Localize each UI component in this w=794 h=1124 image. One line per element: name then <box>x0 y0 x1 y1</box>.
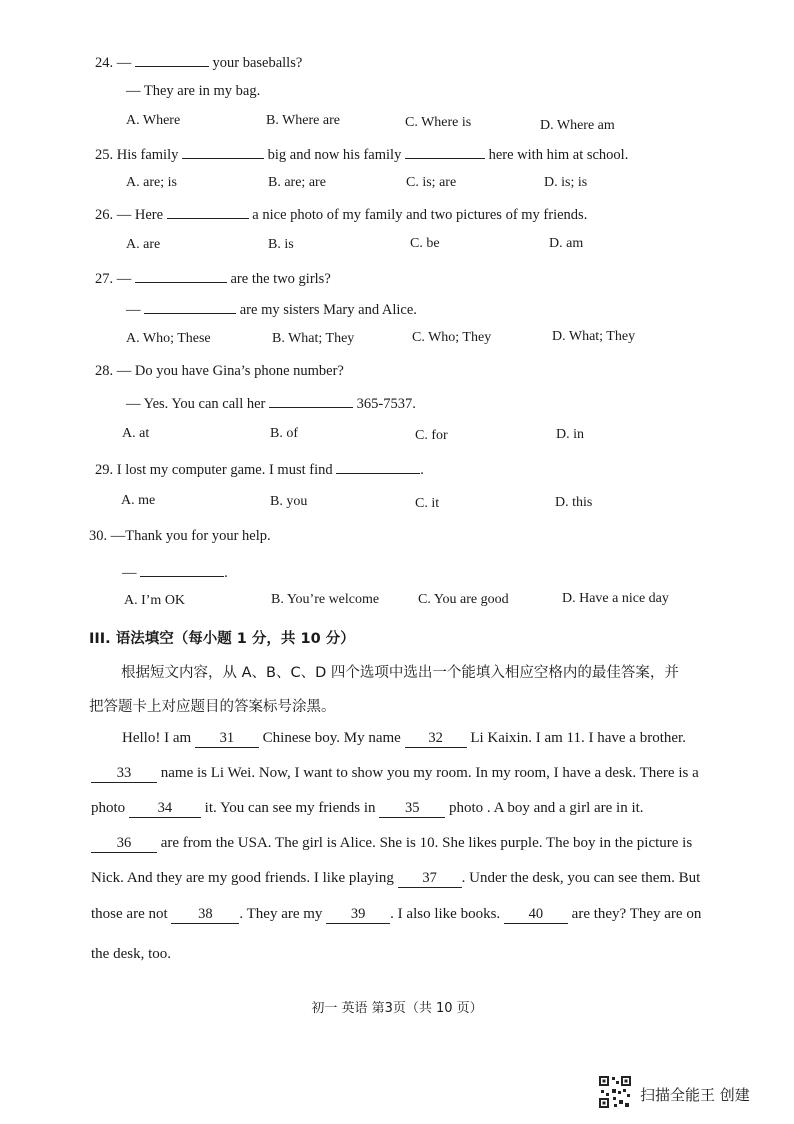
q30-option-a: A. I’m OK <box>124 593 186 608</box>
q27-option-c: C. Who; They <box>412 330 492 345</box>
q27-stem <box>95 268 331 288</box>
question-text: a nice photo of my family and two pictures of my friends. <box>252 207 588 223</box>
q29-option-b: B. you <box>270 494 308 509</box>
passage-text: are they? They are on <box>571 906 702 922</box>
q28-option-b: B. of <box>270 426 298 441</box>
question-text: — Do you have Gina’s phone number? <box>116 363 344 379</box>
passage-text: photo <box>91 800 126 816</box>
scanner-watermark: 扫描全能王 创建 <box>640 1086 750 1104</box>
section-instructions-line1: 根据短文内容，从 A、B、C、D 四个选项中选出一个能填入相应空格内的最佳答案，并 <box>121 665 679 681</box>
q25-option-a: A. are; is <box>126 175 177 190</box>
question-number: 29. <box>95 462 114 478</box>
answer-blank <box>144 299 236 314</box>
passage-text: . I also like books. <box>390 906 501 922</box>
question-text: your baseballs? <box>212 55 303 71</box>
blank-39: 39 <box>326 906 390 924</box>
answer-blank <box>135 52 209 67</box>
passage-text: are from the USA. The girl is Alice. She is 10. She likes purple. The boy in the picture is <box>160 835 693 851</box>
q30-option-c: C. You are good <box>418 592 509 607</box>
question-number: 26. <box>95 207 114 223</box>
passage-text: . Under the desk, you can see them. But <box>461 870 701 886</box>
question-text: — Here <box>116 207 164 223</box>
q30-option-b: B. You’re welcome <box>271 592 380 607</box>
answer-blank <box>135 268 227 283</box>
question-text: — Yes. You can call her <box>126 396 266 412</box>
q24-option-c: C. Where is <box>405 115 472 130</box>
passage-line-7: the desk, too. <box>91 946 171 962</box>
q24-option-d: D. Where am <box>540 118 615 133</box>
qr-code-icon <box>598 1075 632 1109</box>
question-number: 24. <box>95 55 114 71</box>
passage-text: Nick. And they are my good friends. I like playing <box>91 870 394 886</box>
question-text: big and now his family <box>267 147 402 163</box>
blank-32: 32 <box>405 730 467 748</box>
answer-blank <box>182 144 264 159</box>
q25-option-c: C. is; are <box>406 175 457 190</box>
blank-34: 34 <box>129 800 201 818</box>
q28-response <box>126 393 416 413</box>
q29-option-c: C. it <box>415 496 440 511</box>
q29-option-a: A. me <box>121 493 156 508</box>
dash: — <box>126 302 141 318</box>
question-number: 28. <box>95 363 114 379</box>
question-text: are the two girls? <box>230 271 331 287</box>
passage-line-6 <box>91 906 731 924</box>
passage-text: those are not <box>91 906 168 922</box>
question-text: I lost my computer game. I must find <box>116 462 333 478</box>
q28-option-d: D. in <box>556 427 584 442</box>
period: . <box>420 462 424 478</box>
passage-line-3 <box>91 800 731 818</box>
passage-line-1 <box>122 730 762 748</box>
q26-stem <box>95 204 587 224</box>
q26-option-d: D. am <box>549 236 584 251</box>
q30-stem <box>89 527 271 545</box>
passage-text: it. You can see my friends in <box>204 800 376 816</box>
q24-option-a: A. Where <box>126 113 181 128</box>
q26-option-c: C. be <box>410 236 440 251</box>
question-number: 27. <box>95 271 114 287</box>
question-number: 30. <box>89 528 108 544</box>
blank-33: 33 <box>91 765 157 783</box>
q27-option-b: B. What; They <box>272 331 355 346</box>
question-number: 25. <box>95 147 114 163</box>
q25-option-b: B. are; are <box>268 175 326 190</box>
passage-text: Chinese boy. My name <box>262 730 401 746</box>
question-text: His family <box>116 147 179 163</box>
passage-text: photo . A boy and a girl are in it. <box>449 800 644 816</box>
question-text: 365-7537. <box>356 396 416 412</box>
question-text: are my sisters Mary and Alice. <box>239 302 417 318</box>
section-heading: III. 语法填空（每小题 1 分，共 10 分） <box>89 631 355 647</box>
answer-blank <box>336 459 420 474</box>
passage-line-4 <box>91 835 731 853</box>
q26-option-b: B. is <box>268 237 294 252</box>
q27-option-a: A. Who; These <box>126 331 211 346</box>
question-text: —Thank you for your help. <box>110 528 271 544</box>
dash: — <box>116 271 132 287</box>
blank-37: 37 <box>398 870 462 888</box>
dash: — <box>122 565 137 581</box>
section-instructions-line2: 把答题卡上对应题目的答案标号涂黑。 <box>89 699 336 715</box>
passage-line-2 <box>91 765 731 783</box>
passage-text: Hello! I am <box>122 730 192 746</box>
passage-line-5 <box>91 870 731 888</box>
passage-text: name is Li Wei. Now, I want to show you my room. In my room, I have a desk. There is a <box>160 765 699 781</box>
period: . <box>224 565 228 581</box>
dash: — <box>116 55 132 71</box>
answer-blank <box>405 144 485 159</box>
answer-blank <box>167 204 249 219</box>
q29-option-d: D. this <box>555 495 593 510</box>
q27-response <box>126 299 417 319</box>
blank-38: 38 <box>171 906 239 924</box>
page-footer: 初一 英语 第3页（共 10 页） <box>311 1001 483 1016</box>
passage-text: . They are my <box>239 906 323 922</box>
q24-response: — They are in my bag. <box>126 83 261 99</box>
blank-40: 40 <box>504 906 568 924</box>
q27-option-d: D. What; They <box>552 329 636 344</box>
q25-option-d: D. is; is <box>544 175 588 190</box>
q28-stem <box>95 362 344 380</box>
blank-36: 36 <box>91 835 157 853</box>
blank-31: 31 <box>195 730 259 748</box>
q26-option-a: A. are <box>126 237 161 252</box>
q24-stem <box>95 52 302 72</box>
q30-option-d: D. Have a nice day <box>562 591 669 606</box>
q28-option-a: A. at <box>122 426 150 441</box>
q24-option-b: B. Where are <box>266 113 340 128</box>
answer-blank <box>269 393 353 408</box>
blank-35: 35 <box>379 800 445 818</box>
q28-option-c: C. for <box>415 428 448 443</box>
q30-response <box>122 562 228 582</box>
passage-text: Li Kaixin. I am 11. I have a brother. <box>470 730 686 746</box>
answer-blank <box>140 562 224 577</box>
q25-stem <box>95 144 628 164</box>
q29-stem <box>95 459 424 479</box>
question-text: here with him at school. <box>488 147 629 163</box>
